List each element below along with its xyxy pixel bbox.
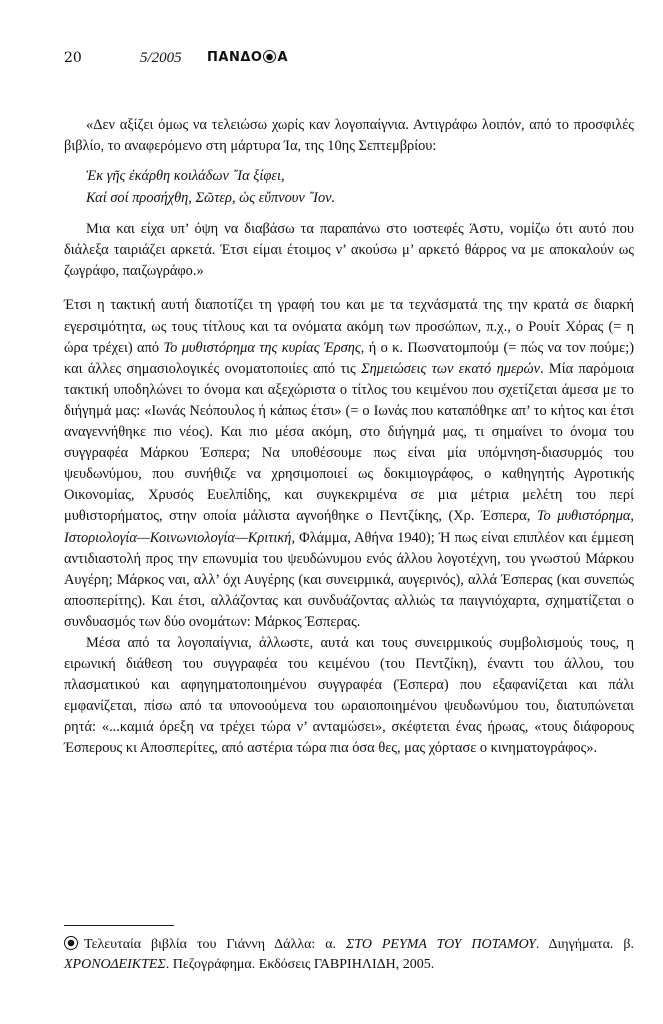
footnote (64, 935, 634, 975)
pandora-emblem-icon (64, 936, 78, 950)
paragraph-quote-intro: «Δεν αξίζει όμως να τελειώσω χωρίς καν λογοπαίγνια. Αντιγράφω λοιπόν, από το προσφιλές βιβλίο, το αναφερόμενο στη μάρτυρα Ία, της 10ης Σεπτεμβρίου: (64, 117, 634, 155)
footnote-text: . Διηγήματα. β. (535, 937, 634, 952)
journal-name-right: Α (277, 50, 288, 65)
verse-line-2: Καί σοί προσήχθη, Σῶτερ, ὡς εὔπνουν ῎Ιον. (86, 190, 336, 207)
running-header (64, 47, 634, 69)
text-run: , Φλάμμα, Αθήνα 1940); Ή πως είναι επιπλέον και έμμεση αντιδιαστολή προς την επωνυμία του ψευδώνυμου ενός άλλου λογοτέχνη, του γνωστού Μάρκου Αυγέρη; Μάρκος ναι, αλλ’ όχι Αυγέρης (και συνειρμικά, αυγερινός), αλλά Έσπερας (και συνεπώς αποσπερίτης). Και έτσι, αλλάζοντας και συνδυάζοντας αλλιώς τα παιγνιόχαρτα, σχηματίζεται ο συνδυασμός των δύο ονομάτων: Μάρκος Έσπερας. (64, 529, 634, 630)
footnote-book-title: ΧΡΟΝΟΔΕΙΚΤΕΣ (64, 957, 166, 972)
journal-logo (207, 47, 288, 69)
text-run: Έτσι η τακτική αυτή διαποτίζει τη γραφή του και με τα τεχνάσματά της την κρατά σε διαρκή εγερσιμότητα, ως τους τίτλους και τα ονόματα ακόμη των προσώπων, π.χ., ο Ρουίτ Χόρας (= η ώρα τρέχει) από (64, 297, 634, 356)
journal-name-left: ΠΑΝΔΟ (207, 50, 263, 65)
text-run: . Μία παρόμοια τακτική υποδηλώνει το όνομα και αξεχώριστα ο τίτλος του κειμένου που σχετίζεται άμεσα με το διήγημά μας: «Ιωνάς Νεόπουλος ή κάπως έτσι» (= ο Ιωνάς που καταπόθηκε απ’ το κήτος και έτσι αναγεννήθηκε πιο νέος). Και πιο μέσα ακόμη, στο διήγημά μας, τι σημαίνει το όνομα του συγγραφέα Μάρκου Έσπερα; Να υποθέσουμε πως είναι μία υπόμνηση-διασυρμός του ψευδωνύμου, που συνήθιζε να χρησιμοποιεί ως δοκιμιογράφος, ο καθηγητής Αγροτικής Οικονομίας, Χρυσός Ευελπίδης, και συγκεκριμένα σε μια μέτρια μελέτη του περί μυθιστορήματος, στην οποία μάλιστα αγνοήθηκε ο Πεντζίκης, (Χρ. Έσπερα, (64, 360, 634, 525)
text-run: , ή ο κ. Πωσνατομπούμ (= πώς να τον πούμε;) και άλλες σημασιολογικές ονοματοποιίες από τις (64, 339, 634, 377)
book-title: Το μυθιστόρημα της κυρίας Έρσης (163, 339, 361, 356)
pandora-emblem-icon (263, 50, 276, 63)
page-number: 20 (64, 50, 82, 66)
article-body (64, 115, 634, 760)
footnote-book-title: ΣΤΟ ΡΕΥΜΑ ΤΟΥ ΠΟΤΑΜΟΥ (345, 937, 536, 952)
verse-line-1: Ἐκ γῆς ἐκάρθη κοιλάδων ῎Ια ξίφει, (86, 168, 285, 185)
paragraph-quote-end: Μια και είχα υπ’ όψη να διαβάσω τα παραπάνω στο ιοστεφές Άστυ, νομίζω ότι αυτό που διάλεξα ταιριάζει αρκετά. Έτσι είμαι έτοιμος ν’ ακούσω μ’ αρκετό θάρρος να με αποκαλούν ως ζωγράφο, παιζωγράφο.» (64, 221, 634, 280)
paragraph-closing: Μέσα από τα λογοπαίγνια, άλλωστε, αυτά και τους συνειρμικούς συμβολισμούς τους, η ειρωνική διάθεση του συγγραφέα του κειμένου (του Πεντζίκη), έναντι του άλλου, του πλασματικού και αφηγηματοποιημένου συγγραφέα (Έσπερα) που εξαφανίζεται και πάλι εμφανίζεται, πίσω από τα υπονοούμενα του ωραιοποιημένου ψευδωνύμου του, διατυπώνεται ρητά: «...καμιά όρεξη να τρέχει τώρα ν’ ανταμώσει», σκέφτεται ένας ήρωας, «τους διάφορους Έσπερους κι Αποσπερίτες, από αστέρια τώρα πια όσα θες, μας χόρτασε ο κινηματογράφος». (64, 634, 634, 757)
footnote-text: Τελευταία βιβλία του Γιάννη Δάλλα: α. (84, 937, 346, 952)
footnote-text: . Πεζογράφημα. Εκδόσεις ΓΑΒΡΙΗΛΙΔΗ, 2005. (165, 957, 435, 972)
verse-block (86, 165, 634, 209)
footnote-divider (64, 925, 174, 926)
paragraph-main (64, 295, 634, 633)
book-title: Το μυθιστόρημα, Ιστοριολογία—Κοινωνιολογία—Κριτική (64, 508, 634, 546)
book-title: Σημειώσεις των εκατό ημερών (361, 360, 540, 377)
issue-label: 5/2005 (140, 50, 182, 66)
